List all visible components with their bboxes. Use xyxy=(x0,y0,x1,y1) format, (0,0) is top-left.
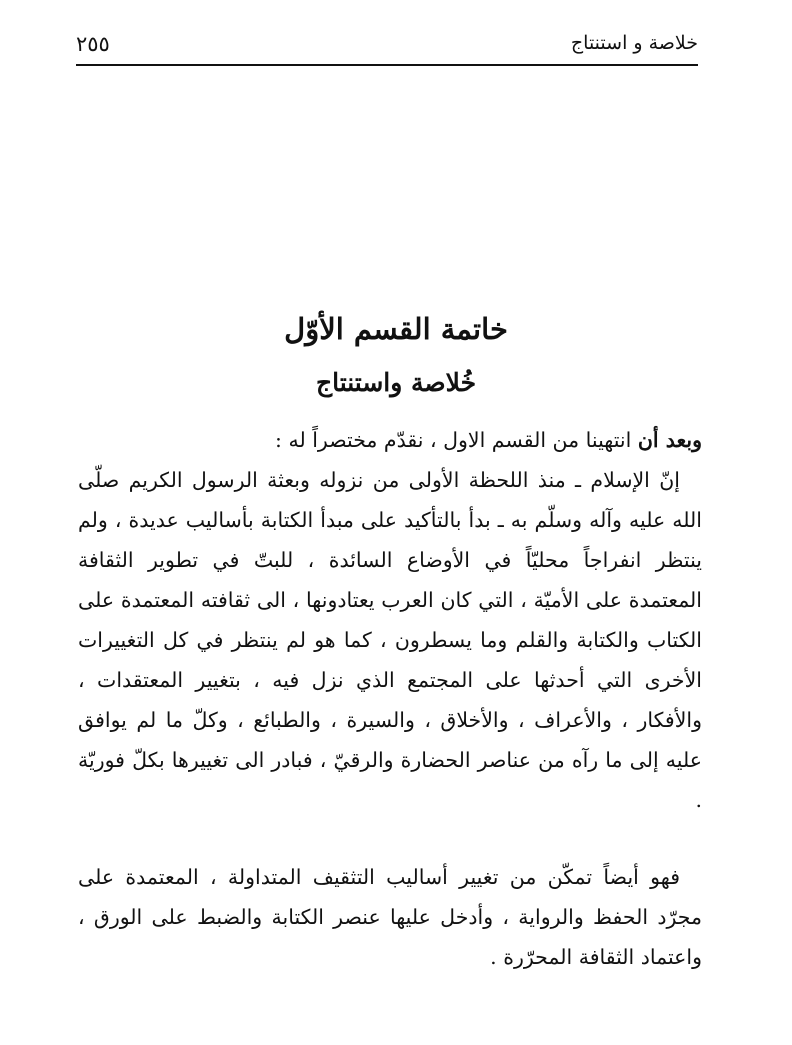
intro-line xyxy=(78,420,702,460)
intro-lead: وبعد أن xyxy=(637,428,702,452)
section-title: خُلاصة واستنتاج xyxy=(315,368,477,397)
paragraph-1: إنّ الإسلام ـ منذ اللحظة الأولى من نزوله وبعثة الرسول الكريم صلّى الله عليه وآله وسلّم به ـ بدأ بالتأكيد على مبدأ الكتابة بأساليب عديدة ، ولم ينتظر انفراجاً محليّاً في الأوضاع السائدة ، للبتّ في تطوير الثقافة المعتمدة على الأميّة ، التي كان العرب يعتادونها ، الى ثقافته المعتمدة على الكتاب والكتابة والقلم وما يسطرون ، كما هو لم ينتظر في كل التغييرات الأخرى التي أحدثها على المجتمع الذي نزل فيه ، بتغيير المعتقدات ، والأفكار ، والأعراف ، والأخلاق ، والسيرة ، والطبائع ، وكلّ ما لم يوافق عليه إلى ما رآه من عناصر الحضارة والرقيّ ، فبادر الى تغييرها بكلّ فوريّة . xyxy=(78,468,702,812)
header-divider xyxy=(76,64,698,66)
page-number: ٢٥٥ xyxy=(76,32,110,56)
paragraph-2: فهو أيضاً تمكّن من تغيير أساليب التثقيف المتداولة ، المعتمدة على مجرّد الحفظ والرواية ، وأدخل عليها عنصر الكتابة والضبط على الورق ، واعتماد الثقافة المحرّرة . xyxy=(78,865,702,969)
chapter-title: خاتمة القسم الأوّل xyxy=(284,312,508,346)
intro-text: انتهينا من القسم الاول ، نقدّم مختصراً له : xyxy=(275,428,638,452)
running-header-title: خلاصة و استنتاج xyxy=(570,32,698,54)
